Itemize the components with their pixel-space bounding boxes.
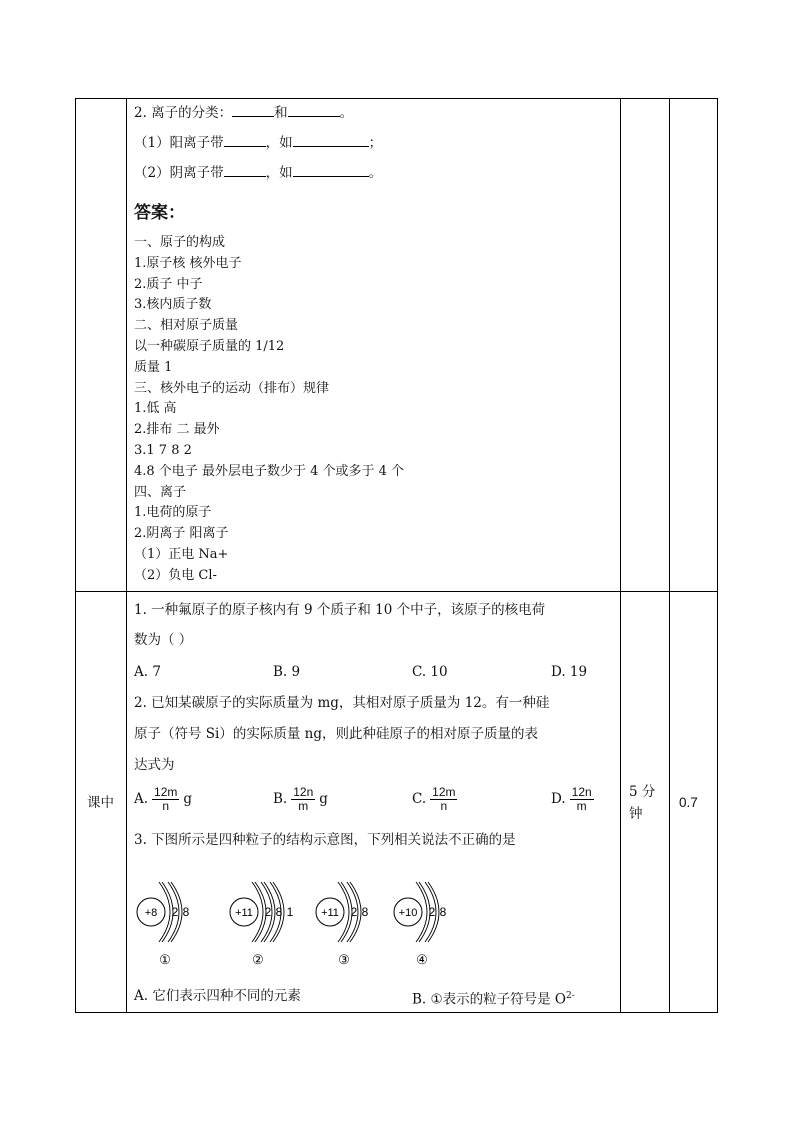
answer-line: 三、核外电子的运动（排布）规律 [134,380,330,396]
answer-line: 一、原子的构成 [134,235,226,250]
q3-option-a: A. 它们表示四种不同的元素 [134,988,301,1004]
q1-line1: 1. 一种氟原子的原子核内有 9 个质子和 10 个中子，该原子的核电荷 [134,602,546,618]
question-cation: （1）阳离子带 ，如 ； [134,135,383,151]
answer-line: （2）负电 Cl- [134,567,217,583]
time-label-line1: 5 分 [629,784,656,800]
answer-line: 二、相对原子质量 [134,318,239,334]
blank-line [232,104,274,117]
exercise-content [134,592,614,1012]
answer-line: 2.阴离子 阳离子 [134,526,229,542]
nucleus-charge: +8 [144,907,158,919]
q2-line3: 达式为 [134,757,175,773]
q1-option-a: A. 7 [134,664,161,680]
shell-electron-count: 2 [264,905,272,919]
lesson-table [75,98,718,1013]
atom-diagram [316,882,369,967]
q1-option-c: C. 10 [412,664,448,680]
answer-title: 答案： [134,203,185,223]
time-label-line2: 钟 [629,806,643,822]
q2-line1: 2. 已知某碳原子的实际质量为 mg，其相对原子质量为 12。有一种硅 [134,695,550,711]
answer-line: 3.1 7 8 2 [134,443,192,458]
atom-structure-diagrams [134,869,474,979]
shell-electron-count: 8 [182,905,190,919]
blank-line [224,134,266,147]
fraction: $\frac{12n}{m}$ [293,785,314,813]
q1-line2: 数为（ ） [134,632,193,648]
fraction: $\frac{12n}{m}$ [571,785,592,813]
q3-option-b: B. ①表示的粒子符号是 $O^{2-}$ [412,991,575,1008]
question-ion-classification: 2. 离子的分类： 和 。 [134,105,354,121]
answer-line: 1.原子核 核外电子 [134,255,242,271]
shell-electron-count: 8 [439,905,447,919]
answer-line: 质量 1 [134,359,173,375]
diagram-label: ① [159,952,171,967]
q2-option-d: D. $\frac{12n}{m}$ [551,785,592,813]
shell-electron-count: 2 [350,905,358,919]
nucleus-charge: +10 [398,907,418,919]
diagram-label: ② [252,952,264,967]
answer-line: 四、离子 [134,484,187,500]
column-divider [669,99,670,1012]
question-anion: （2）阴离子带 ，如 。 [134,165,383,181]
diagram-label: ④ [416,952,428,967]
q2-option-c: C. $\frac{12m}{n}$ [412,785,456,813]
diagram-label: ③ [338,952,350,967]
column-divider [126,99,127,1012]
nucleus-charge: +11 [321,907,339,919]
q1-option-b: B. 9 [273,664,301,680]
answer-line: 1.低 高 [134,401,177,417]
shell-electron-count: 1 [286,905,294,919]
q1-option-d: D. 19 [551,664,588,680]
answer-line: 2.质子 中子 [134,276,203,292]
blank-line [224,164,266,177]
score-label: 0.7 [679,795,698,810]
q2-option-b: B. $\frac{12n}{m}$ g [273,785,328,813]
answer-line: 以一种碳原子质量的 1/12 [134,339,285,354]
atom-diagram [394,882,447,967]
fraction: $\frac{12m}{n}$ [432,785,456,813]
atom-diagram [137,882,190,967]
top-row-content [134,99,614,589]
stage-label: 课中 [87,795,114,811]
shell-electron-count: 8 [361,905,369,919]
blank-line [293,164,369,177]
answer-line: 4.8 个电子 最外层电子数少于 4 个或多于 4 个 [134,463,405,479]
shell-electron-count: 2 [171,905,179,919]
fraction: $\frac{12m}{n}$ [154,785,178,813]
shell-electron-count: 2 [428,905,436,919]
answer-line: 1.电荷的原子 [134,505,212,521]
q2-option-a: A. $\frac{12m}{n}$ g [134,785,193,813]
blank-line [293,134,369,147]
q3-line1: 3. 下图所示是四种粒子的结构示意图，下列相关说法不正确的是 [134,832,516,848]
nucleus-charge: +11 [235,907,253,919]
column-divider [620,99,621,1012]
answer-line: 2.排布 二 最外 [134,422,220,438]
atom-diagram [230,882,294,967]
q2-line2: 原子（符号 Si）的实际质量 ng，则此种硅原子的相对原子质量的表 [134,726,538,742]
answer-line: （1）正电 Na+ [134,547,229,562]
blank-line [288,104,340,117]
answer-line: 3.核内质子数 [134,297,212,313]
shell-electron-count: 8 [275,905,283,919]
